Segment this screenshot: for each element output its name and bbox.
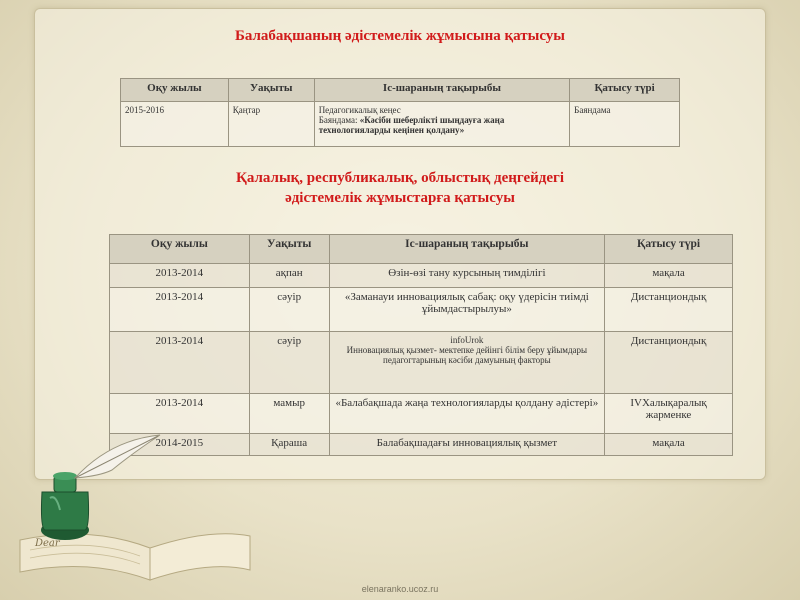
cell-topic: «Заманауи инновациялық сабақ: оқу үдерісін тиімді ұйымдастырылуы» — [329, 288, 604, 332]
cell-time: Қараша — [249, 434, 329, 456]
table-header-row — [121, 79, 680, 102]
table-row — [110, 394, 733, 434]
table-row — [110, 288, 733, 332]
topic-line2 — [319, 115, 565, 135]
cell-topic: Өзін-өзі тану курсының тимділігі — [329, 264, 604, 288]
cell-year: 2014-2015 — [110, 434, 250, 456]
section-title-line2: әдістемелік жұмыстарға қатысуы — [285, 190, 515, 206]
quill-feather-icon — [75, 435, 160, 478]
inkwell-icon — [41, 472, 89, 540]
header-type: Қатысу түрі — [605, 235, 733, 264]
cell-topic: «Балабақшада жаңа технологияларды қолдану әдістері» — [329, 394, 604, 434]
watermark: elenaranko.ucoz.ru — [361, 584, 439, 594]
topic-bold: «Кәсіби шеберлікті шыңдауға жаңа технологияларды кеңінен қолдану» — [318, 115, 505, 135]
header-topic: Іс-шараның тақырыбы — [314, 79, 569, 102]
cell-type: мақала — [605, 264, 733, 288]
cell-type: Баяндама — [570, 102, 680, 147]
city-level-table — [109, 234, 733, 456]
cell-year: 2013-2014 — [110, 332, 250, 394]
section-title-kindergarten: Балабақшаның әдістемелік жұмысына қатысуы — [234, 28, 566, 44]
cell-type: Дистанциондық — [605, 288, 733, 332]
table-row — [110, 264, 733, 288]
topic-line2: Инновациялық қызмет- мектепке дейінгі білім беру ұйымдары педагогтарының кәсіби дамуының факторы — [346, 345, 588, 365]
cell-type: мақала — [605, 434, 733, 456]
topic-line1: Педагогикалық кеңес — [318, 105, 401, 115]
section-title-line1: Қалалық, республикалық, облыстық деңгейдегі — [235, 170, 565, 186]
section-title-city-level — [0, 168, 800, 208]
cell-time: сәуір — [249, 288, 329, 332]
cell-year: 2013-2014 — [110, 288, 250, 332]
header-year: Оқу жылы — [110, 235, 250, 264]
header-time: Уақыты — [249, 235, 329, 264]
cell-time: мамыр — [249, 394, 329, 434]
cell-time: сәуір — [249, 332, 329, 394]
table-row — [110, 332, 733, 394]
cell-type: Дистанциондық — [605, 332, 733, 394]
topic-prefix: Баяндама: — [318, 115, 360, 125]
table-row — [121, 102, 680, 147]
header-topic: Іс-шараның тақырыбы — [329, 235, 604, 264]
cell-year: 2013-2014 — [110, 264, 250, 288]
inkwell-book-decoration — [0, 430, 260, 590]
cell-time: ақпан — [249, 264, 329, 288]
cell-time: Қаңтар — [228, 102, 314, 147]
book-icon — [20, 534, 250, 580]
header-time: Уақыты — [228, 79, 314, 102]
header-type: Қатысу түрі — [570, 79, 680, 102]
cell-year: 2013-2014 — [110, 394, 250, 434]
table-header-row — [110, 235, 733, 264]
cell-topic — [329, 332, 604, 394]
cell-type: IVХалықаралық жарменке — [605, 394, 733, 434]
cell-topic — [314, 102, 569, 147]
book-script-text: Dear — [35, 538, 60, 549]
topic-line1: infoUrok — [450, 335, 484, 345]
header-year: Оқу жылы — [121, 79, 229, 102]
cell-year: 2015-2016 — [121, 102, 229, 147]
kindergarten-methodology-table — [120, 78, 680, 147]
cell-topic: Балабақшадағы инновациялық қызмет — [329, 434, 604, 456]
